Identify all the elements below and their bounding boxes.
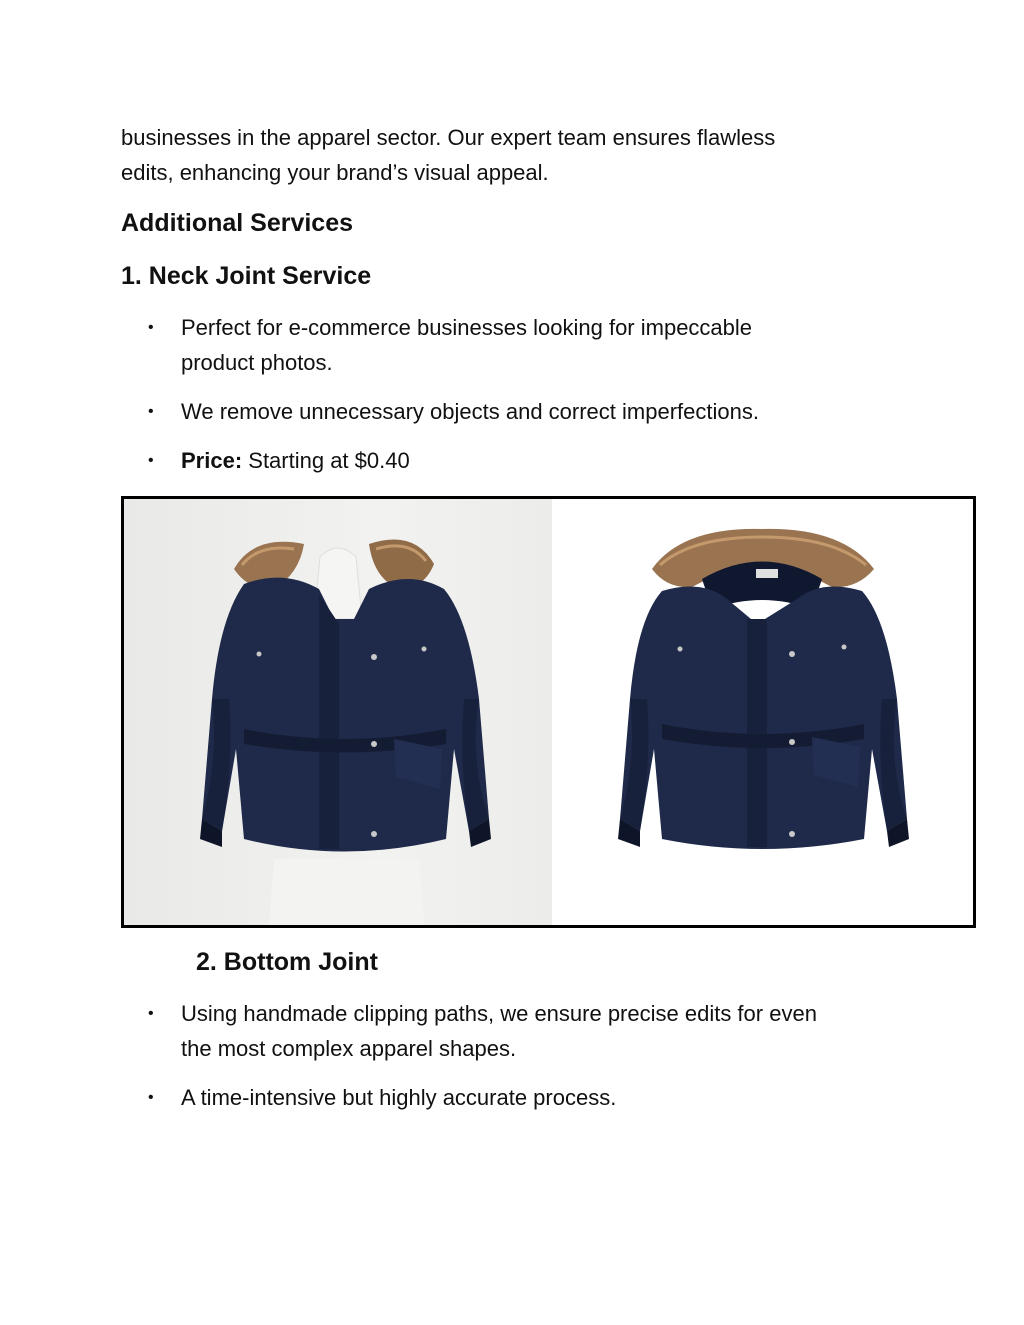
intro-line-2: edits, enhancing your brand’s visual appeal. <box>121 160 549 185</box>
neck-joint-heading: 1. Neck Joint Service <box>121 262 372 290</box>
bullet-line: product photos. <box>181 350 333 375</box>
price-label: Price: <box>181 448 243 473</box>
bullet-line: the most complex apparel shapes. <box>181 1036 517 1061</box>
additional-services-heading: Additional Services <box>121 209 354 237</box>
bottom-joint-heading: 2. Bottom Joint <box>196 948 378 976</box>
bullet-icon: • <box>148 1089 154 1106</box>
bullet-icon: • <box>148 452 154 469</box>
bottom-joint-bullet-2 <box>148 1080 908 1115</box>
bottom-joint-bullet-1 <box>148 996 908 1066</box>
intro-line-1: businesses in the apparel sector. Our expert team ensures flawless <box>121 125 776 150</box>
bullet-text: We remove unnecessary objects and correct imperfections. <box>181 399 759 424</box>
bullet-text <box>181 310 908 380</box>
bullet-icon: • <box>148 1005 154 1022</box>
bullet-icon: • <box>148 403 154 420</box>
price-text <box>181 443 908 478</box>
price-value: Starting at $0.40 <box>242 448 410 473</box>
before-after-image <box>121 496 976 928</box>
jacket-on-mannequin-image <box>200 540 491 926</box>
bullet-icon: • <box>148 319 154 336</box>
neck-joint-bullet-1 <box>148 310 908 380</box>
bullet-line: Using handmade clipping paths, we ensure precise edits for even <box>181 1001 817 1026</box>
bullet-line: Perfect for e-commerce businesses looking for impeccable <box>181 315 753 340</box>
bullet-text <box>181 996 908 1066</box>
neck-joint-bullet-price <box>148 443 908 478</box>
jacket-ghost-mannequin-image <box>618 529 909 849</box>
bullet-text: A time-intensive but highly accurate process. <box>181 1085 617 1110</box>
jacket-comparison-illustration <box>124 499 973 925</box>
neck-joint-bullet-2 <box>148 394 908 429</box>
intro-paragraph <box>121 120 881 190</box>
